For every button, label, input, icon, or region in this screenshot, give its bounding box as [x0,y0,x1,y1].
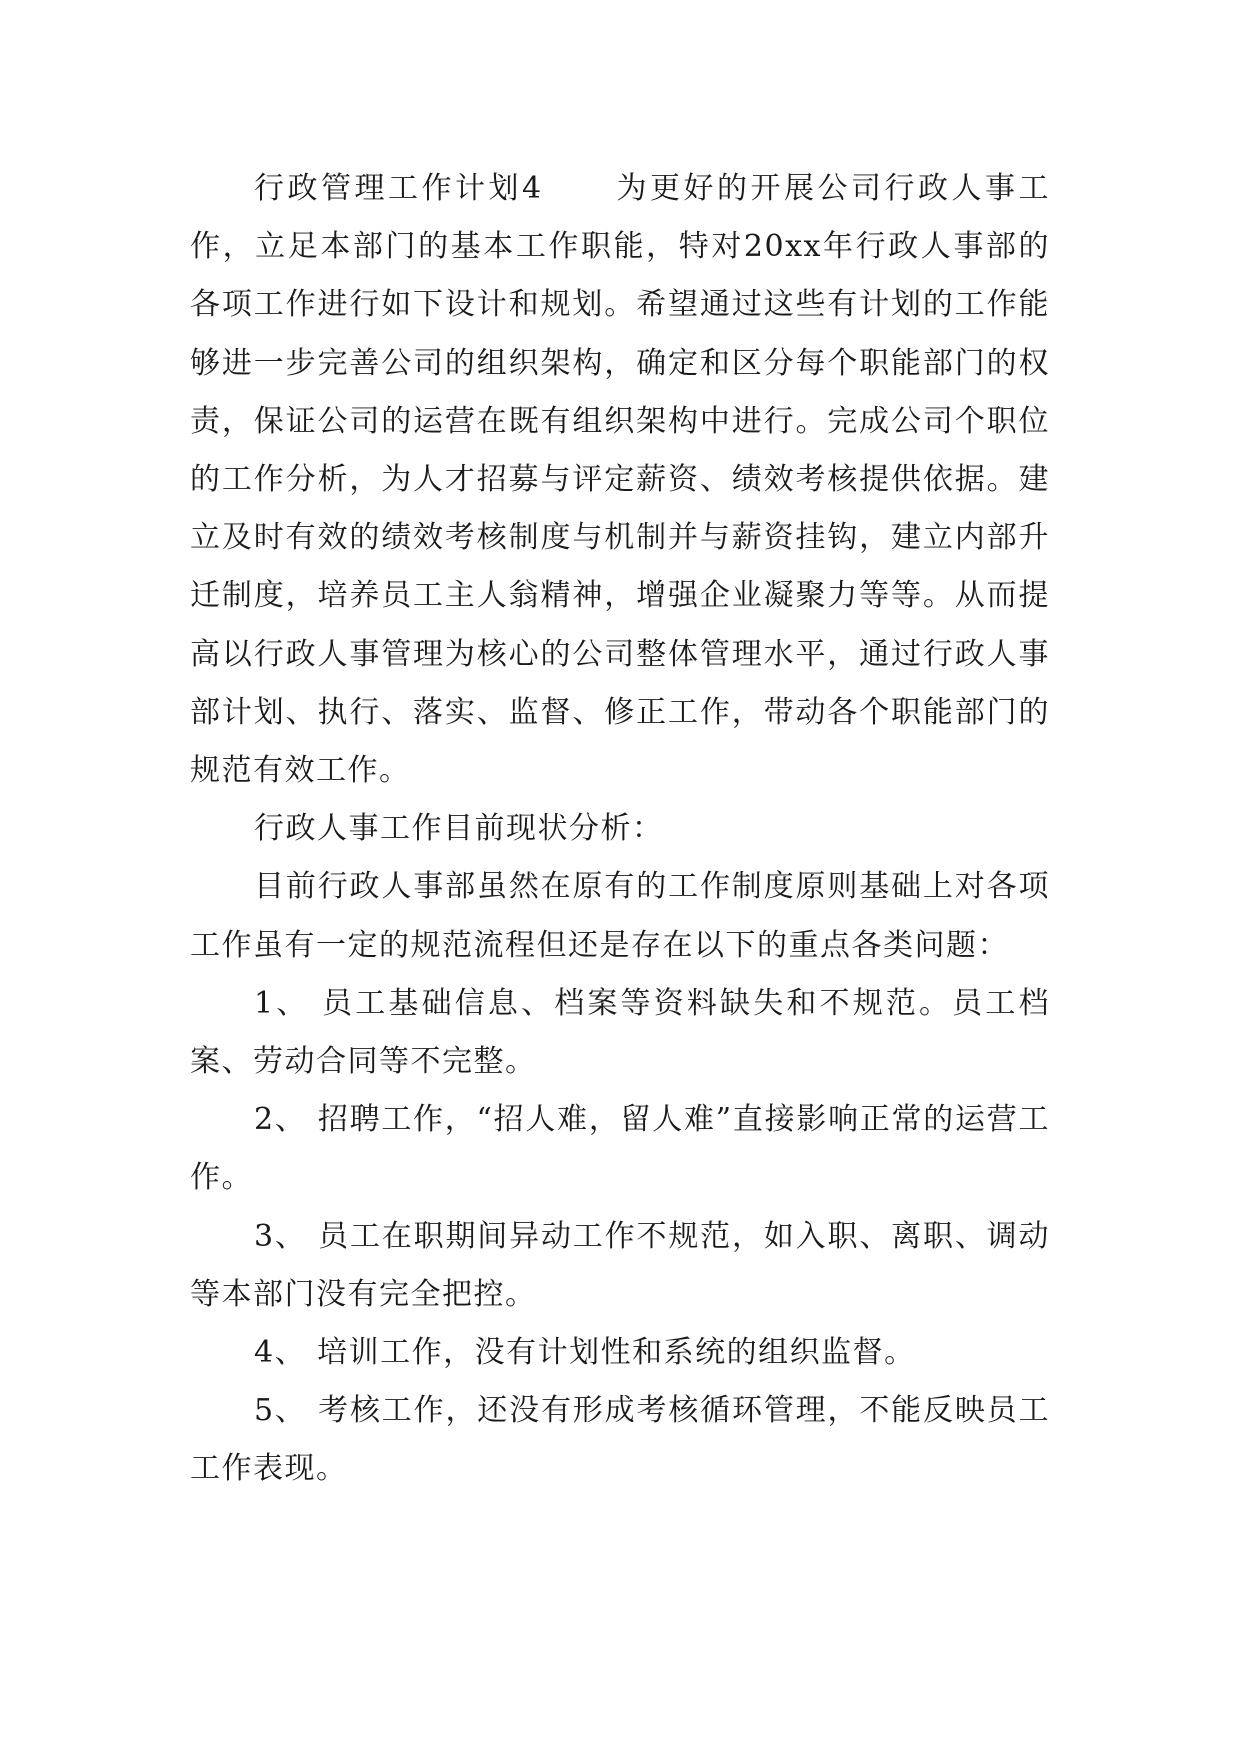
list-item: 4、 培训工作，没有计划性和系统的组织监督。 [254,1335,916,1371]
section-intro: 目前行政人事部虽然在原有的工作制度原则基础上对各项工作虽有一定的规范流程但还是存在以下的重点各类问题： [190,869,1050,963]
document-heading: 行政管理工作计划4 [254,171,543,206]
intro-paragraph [190,160,1050,800]
section-title: 行政人事工作目前现状分析： [254,811,664,847]
list-item: 2、 招聘工作，“招人难，留人难”直接影响正常的运营工作。 [190,1102,1050,1196]
list-item: 1、 员工基础信息、档案等资料缺失和不规范。员工档案、劳动合同等不完整。 [190,985,1050,1080]
document-body [190,160,1050,1499]
list-item: 5、 考核工作，还没有形成考核循环管理，不能反映员工工作表现。 [190,1393,1050,1487]
intro-text: 为更好的开展公司行政人事工作，立足本部门的基本工作职能，特对20xx年行政人事部的各项工作进行如下设计和规划。希望通过这些有计划的工作能够进一步完善公司的组织架构，确定和区分每个职能部门的权责，保证公司的运营在既有组织架构中进行。完成公司个职位的工作分析，为人才招募与评定薪资、绩效考核提供依据。建立及时有效的绩效考核制度与机制并与薪资挂钩，建立内部升迁制度，培养员工主人翁精神，增强企业凝聚力等等。从而提高以行政人事管理为核心的公司整体管理水平，通过行政人事部计划、执行、落实、监督、修正工作，带动各个职能部门的规范有效工作。 [190,171,1051,789]
list-item: 3、 员工在职期间异动工作不规范，如入职、离职、调动等本部门没有完全把控。 [190,1218,1050,1312]
